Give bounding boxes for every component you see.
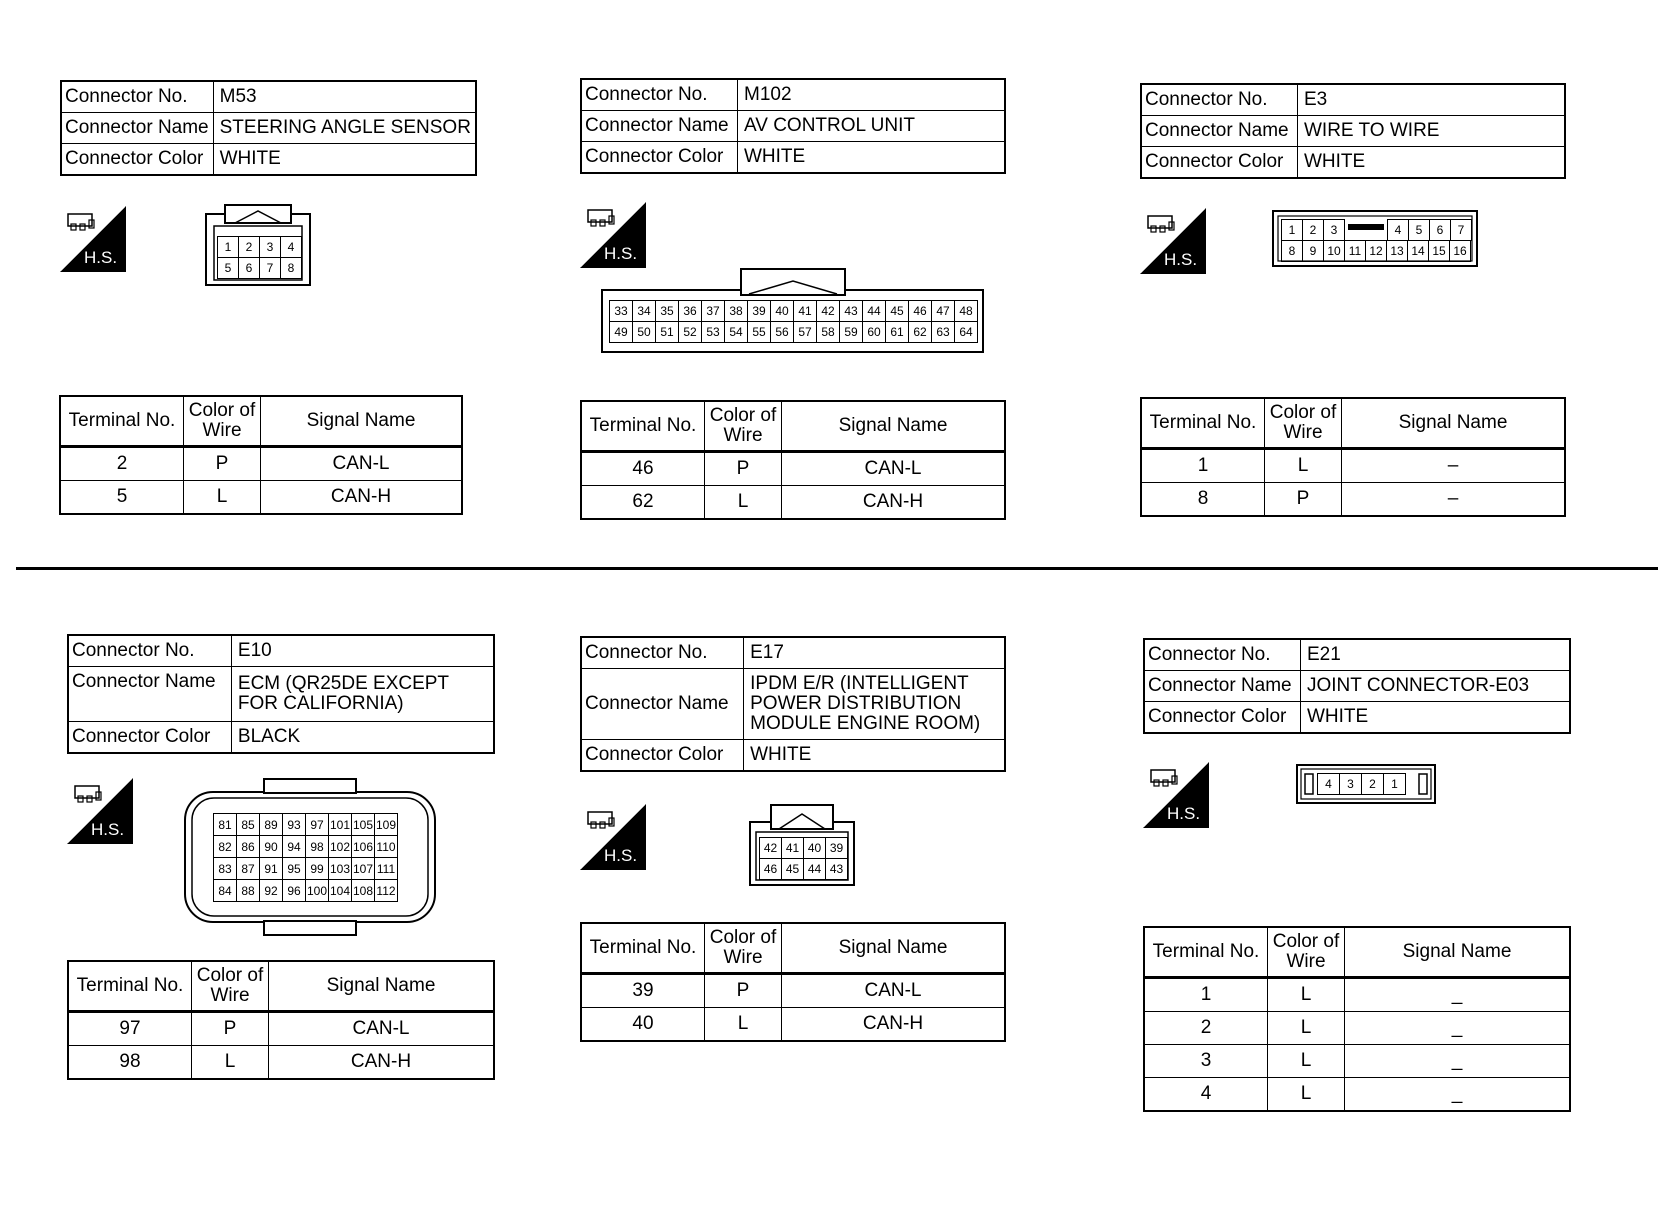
connector-no-value: E21	[1301, 639, 1571, 671]
pin: 87	[237, 858, 260, 880]
hs-label: H.S.	[91, 820, 125, 839]
pin: 112	[375, 880, 398, 902]
pin: 39	[826, 838, 848, 859]
pin: 2	[1362, 774, 1384, 795]
header-terminal-no: Terminal No.	[1144, 927, 1268, 978]
header-signal-name: Signal Name	[261, 396, 463, 447]
wire-color: L	[192, 1046, 269, 1080]
pin: 44	[863, 301, 886, 322]
pin: 99	[306, 858, 329, 880]
pin: 62	[909, 322, 932, 343]
hs-icon	[1140, 208, 1206, 274]
signal-name: CAN-L	[261, 447, 463, 481]
label-connector-color: Connector Color	[68, 722, 231, 754]
hs-icon	[60, 206, 126, 272]
connector-panel-m53	[60, 80, 477, 176]
hs-icon	[580, 804, 646, 870]
pin: 42	[817, 301, 840, 322]
wire-color: L	[1268, 978, 1345, 1012]
connector-color-value: WHITE	[1301, 702, 1571, 734]
pin: 39	[748, 301, 771, 322]
pin: 85	[237, 814, 260, 836]
pin: 36	[679, 301, 702, 322]
connector-info-table	[1143, 638, 1571, 734]
pin: 10	[1324, 241, 1345, 262]
header-color-of-wire: Color of Wire	[184, 396, 261, 447]
connector-info-table	[1140, 83, 1566, 179]
pin: 101	[329, 814, 352, 836]
header-terminal-no: Terminal No.	[581, 401, 705, 452]
pin: 90	[260, 836, 283, 858]
wire-color: P	[705, 974, 782, 1008]
wire-color: P	[705, 452, 782, 486]
pin: 106	[352, 836, 375, 858]
pin-grid	[217, 236, 302, 279]
pin: 81	[214, 814, 237, 836]
table-row	[581, 486, 1005, 520]
pin: 8	[1282, 241, 1303, 262]
table-row	[1144, 978, 1570, 1012]
pin: 63	[932, 322, 955, 343]
header-color-of-wire: Color of Wire	[705, 401, 782, 452]
header-color-of-wire: Color of Wire	[1265, 398, 1342, 449]
connector-name-value: ECM (QR25DE EXCEPT FOR CALIFORNIA)	[231, 667, 494, 722]
connector-face-m53	[205, 204, 311, 286]
connector-name-value: WIRE TO WIRE	[1298, 116, 1566, 147]
signal-name: CAN-L	[269, 1012, 495, 1046]
signal-name: _	[1345, 1045, 1571, 1078]
connector-no-value: M102	[738, 79, 1006, 111]
pin: 104	[329, 880, 352, 902]
signal-name: _	[1345, 1012, 1571, 1045]
pin: 61	[886, 322, 909, 343]
terminal-no: 4	[1144, 1078, 1268, 1112]
terminal-no: 46	[581, 452, 705, 486]
table-row	[68, 1046, 494, 1080]
wire-color: L	[184, 481, 261, 515]
pin: 13	[1387, 241, 1408, 262]
header-color-of-wire: Color of Wire	[1268, 927, 1345, 978]
wire-color: L	[1268, 1078, 1345, 1112]
terminal-no: 97	[68, 1012, 192, 1046]
label-connector-color: Connector Color	[581, 142, 738, 174]
pin: 110	[375, 836, 398, 858]
pin: 5	[1409, 220, 1430, 241]
pin-grid	[1317, 773, 1406, 795]
pin: 41	[782, 838, 804, 859]
pin: 16	[1450, 241, 1471, 262]
connector-no-value: E3	[1298, 84, 1566, 116]
signal-name: CAN-H	[782, 1008, 1006, 1042]
wire-color: P	[192, 1012, 269, 1046]
connector-color-value: WHITE	[213, 144, 476, 176]
pin: 83	[214, 858, 237, 880]
pin: 46	[760, 859, 782, 880]
pin: 48	[955, 301, 978, 322]
header-color-of-wire: Color of Wire	[192, 961, 269, 1012]
pin: 9	[1303, 241, 1324, 262]
terminal-no: 39	[581, 974, 705, 1008]
terminal-table-e3	[1140, 397, 1566, 517]
pin: 45	[886, 301, 909, 322]
pin: 43	[826, 859, 848, 880]
label-connector-no: Connector No.	[581, 79, 738, 111]
table-row	[1144, 1012, 1570, 1045]
header-signal-name: Signal Name	[1342, 398, 1566, 449]
terminal-table-e21	[1143, 926, 1571, 1112]
terminal-no: 98	[68, 1046, 192, 1080]
pin: 44	[804, 859, 826, 880]
connector-panel-e10	[67, 634, 495, 754]
pin: 92	[260, 880, 283, 902]
label-connector-no: Connector No.	[61, 81, 213, 113]
hs-label: H.S.	[604, 244, 638, 263]
signal-name: CAN-H	[261, 481, 463, 515]
pin: 1	[1282, 220, 1303, 241]
pin: 43	[840, 301, 863, 322]
table-row	[60, 481, 462, 515]
header-terminal-no: Terminal No.	[1141, 398, 1265, 449]
wire-color: L	[1268, 1012, 1345, 1045]
connector-name-value: JOINT CONNECTOR-E03	[1301, 671, 1571, 702]
connector-color-value: WHITE	[1298, 147, 1566, 179]
hs-icon	[580, 202, 646, 268]
connector-panel-e21	[1143, 638, 1571, 734]
label-connector-name: Connector Name	[1144, 671, 1301, 702]
connector-name-value: STEERING ANGLE SENSOR	[213, 113, 476, 144]
terminal-no: 8	[1141, 483, 1265, 517]
pin: 6	[239, 258, 260, 279]
terminal-no: 40	[581, 1008, 705, 1042]
label-connector-color: Connector Color	[581, 740, 744, 772]
signal-name: CAN-H	[269, 1046, 495, 1080]
terminal-no: 5	[60, 481, 184, 515]
connector-color-value: WHITE	[744, 740, 1005, 772]
pin: 93	[283, 814, 306, 836]
terminal-table-e10	[67, 960, 495, 1080]
header-terminal-no: Terminal No.	[60, 396, 184, 447]
pin-grid	[213, 813, 398, 902]
wire-color: P	[184, 447, 261, 481]
wire-color: P	[1265, 483, 1342, 517]
pin: 5	[218, 258, 239, 279]
label-connector-no: Connector No.	[581, 637, 744, 669]
connector-panel-e3	[1140, 83, 1566, 179]
pin: 38	[725, 301, 748, 322]
pin-grid	[1281, 240, 1471, 262]
pin: 11	[1345, 241, 1366, 262]
header-signal-name: Signal Name	[782, 923, 1006, 974]
pin: 56	[771, 322, 794, 343]
signal-name: CAN-L	[782, 974, 1006, 1008]
hs-icon	[67, 778, 133, 844]
terminal-no: 3	[1144, 1045, 1268, 1078]
signal-name: –	[1342, 449, 1566, 483]
table-row	[1144, 1045, 1570, 1078]
pin: 60	[863, 322, 886, 343]
pin: 3	[1324, 220, 1345, 241]
label-connector-color: Connector Color	[1141, 147, 1298, 179]
pin: 91	[260, 858, 283, 880]
label-connector-color: Connector Color	[61, 144, 213, 176]
pin: 103	[329, 858, 352, 880]
signal-name: CAN-L	[782, 452, 1006, 486]
pin: 57	[794, 322, 817, 343]
pin: 55	[748, 322, 771, 343]
label-connector-name: Connector Name	[581, 111, 738, 142]
pin: 111	[375, 858, 398, 880]
label-connector-no: Connector No.	[68, 635, 231, 667]
pin: 51	[656, 322, 679, 343]
header-color-of-wire: Color of Wire	[705, 923, 782, 974]
connector-name-value: AV CONTROL UNIT	[738, 111, 1006, 142]
wire-color: L	[705, 1008, 782, 1042]
header-signal-name: Signal Name	[782, 401, 1006, 452]
hs-label: H.S.	[84, 248, 118, 267]
table-row	[581, 1008, 1005, 1042]
table-row	[1141, 449, 1565, 483]
pin: 89	[260, 814, 283, 836]
pin: 82	[214, 836, 237, 858]
terminal-table-m53	[59, 395, 463, 515]
pin: 49	[610, 322, 633, 343]
pin: 6	[1430, 220, 1451, 241]
pin: 86	[237, 836, 260, 858]
connector-face-e17	[749, 804, 855, 886]
connector-no-value: E17	[744, 637, 1005, 669]
pin: 14	[1408, 241, 1429, 262]
pin: 7	[1451, 220, 1472, 241]
pin: 3	[1340, 774, 1362, 795]
pin-grid	[759, 837, 848, 880]
connector-face-e21	[1296, 764, 1436, 804]
pin: 98	[306, 836, 329, 858]
pin-grid	[609, 300, 978, 343]
connector-panel-m102	[580, 78, 1006, 174]
pin: 84	[214, 880, 237, 902]
pin: 2	[1303, 220, 1324, 241]
connector-no-value: M53	[213, 81, 476, 113]
pin: 109	[375, 814, 398, 836]
connector-info-table	[60, 80, 477, 176]
pin: 88	[237, 880, 260, 902]
pin-grid	[1281, 219, 1472, 241]
connector-color-value: BLACK	[231, 722, 494, 754]
pin: 95	[283, 858, 306, 880]
pin: 96	[283, 880, 306, 902]
header-signal-name: Signal Name	[1345, 927, 1571, 978]
connector-info-table	[67, 634, 495, 754]
wire-color: L	[1268, 1045, 1345, 1078]
connector-face-e3	[1272, 210, 1478, 268]
label-connector-name: Connector Name	[68, 667, 231, 722]
table-row	[1144, 1078, 1570, 1112]
terminal-no: 1	[1144, 978, 1268, 1012]
label-connector-name: Connector Name	[1141, 116, 1298, 147]
pin: 37	[702, 301, 725, 322]
hs-icon	[1143, 762, 1209, 828]
pin: 3	[260, 237, 281, 258]
pin: 50	[633, 322, 656, 343]
table-row	[581, 974, 1005, 1008]
pin: 4	[1388, 220, 1409, 241]
pin: 42	[760, 838, 782, 859]
signal-name: _	[1345, 1078, 1571, 1112]
terminal-no: 1	[1141, 449, 1265, 483]
pin: 1	[218, 237, 239, 258]
pin: 2	[239, 237, 260, 258]
pin: 4	[1318, 774, 1340, 795]
pin: 46	[909, 301, 932, 322]
pin: 47	[932, 301, 955, 322]
header-terminal-no: Terminal No.	[68, 961, 192, 1012]
pin: 40	[804, 838, 826, 859]
pin: 40	[771, 301, 794, 322]
signal-name: –	[1342, 483, 1566, 517]
connector-color-value: WHITE	[738, 142, 1006, 174]
header-terminal-no: Terminal No.	[581, 923, 705, 974]
label-connector-no: Connector No.	[1144, 639, 1301, 671]
pin: 107	[352, 858, 375, 880]
table-row	[1141, 483, 1565, 517]
terminal-no: 2	[60, 447, 184, 481]
label-connector-no: Connector No.	[1141, 84, 1298, 116]
connector-face-m102	[601, 268, 984, 354]
pin: 102	[329, 836, 352, 858]
pin: 53	[702, 322, 725, 343]
pin-gap	[1345, 220, 1388, 241]
terminal-no: 2	[1144, 1012, 1268, 1045]
pin: 8	[281, 258, 302, 279]
section-divider	[16, 567, 1658, 570]
header-signal-name: Signal Name	[269, 961, 495, 1012]
label-connector-name: Connector Name	[581, 669, 744, 740]
pin: 52	[679, 322, 702, 343]
pin: 58	[817, 322, 840, 343]
pin: 4	[281, 237, 302, 258]
wire-color: L	[1265, 449, 1342, 483]
hs-label: H.S.	[1164, 250, 1198, 269]
pin: 1	[1384, 774, 1406, 795]
label-connector-name: Connector Name	[61, 113, 213, 144]
table-row	[581, 452, 1005, 486]
label-connector-color: Connector Color	[1144, 702, 1301, 734]
pin: 100	[306, 880, 329, 902]
signal-name: _	[1345, 978, 1571, 1012]
pin: 94	[283, 836, 306, 858]
terminal-table-m102	[580, 400, 1006, 520]
connector-name-value: IPDM E/R (INTELLIGENT POWER DISTRIBUTION MODULE ENGINE ROOM)	[744, 669, 1005, 740]
connector-no-value: E10	[231, 635, 494, 667]
connector-panel-e17	[580, 636, 1006, 772]
pin: 54	[725, 322, 748, 343]
pin: 34	[633, 301, 656, 322]
pin: 35	[656, 301, 679, 322]
pin: 59	[840, 322, 863, 343]
pin: 64	[955, 322, 978, 343]
pin: 45	[782, 859, 804, 880]
pin: 105	[352, 814, 375, 836]
pin: 108	[352, 880, 375, 902]
pin: 97	[306, 814, 329, 836]
wire-color: L	[705, 486, 782, 520]
connector-info-table	[580, 636, 1006, 772]
table-row	[60, 447, 462, 481]
connector-info-table	[580, 78, 1006, 174]
hs-label: H.S.	[604, 846, 638, 865]
terminal-no: 62	[581, 486, 705, 520]
pin: 15	[1429, 241, 1450, 262]
table-row	[68, 1012, 494, 1046]
terminal-table-e17	[580, 922, 1006, 1042]
signal-name: CAN-H	[782, 486, 1006, 520]
pin: 12	[1366, 241, 1387, 262]
pin: 41	[794, 301, 817, 322]
hs-label: H.S.	[1167, 804, 1201, 823]
connector-face-e10	[184, 778, 436, 936]
pin: 7	[260, 258, 281, 279]
pin: 33	[610, 301, 633, 322]
